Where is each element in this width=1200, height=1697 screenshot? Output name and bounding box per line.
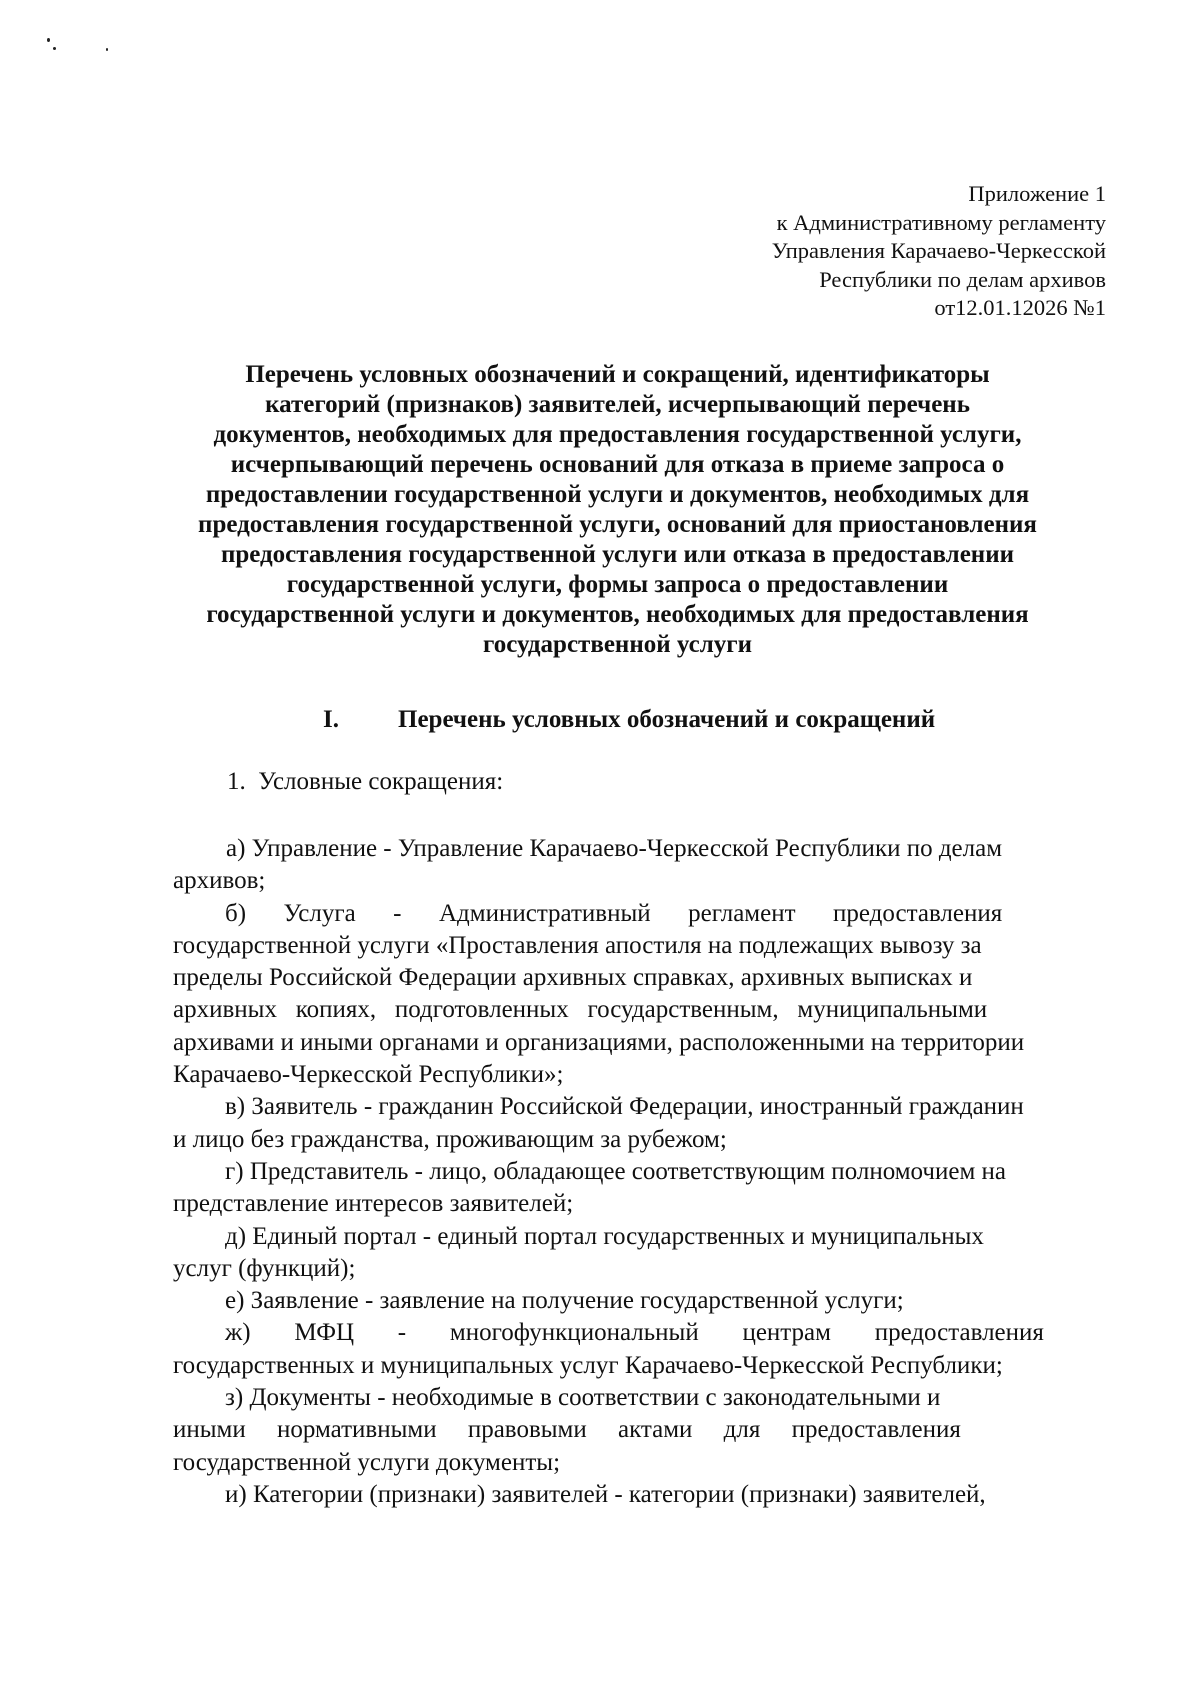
- body-line: государственной услуги документы;: [173, 1448, 561, 1476]
- title-line: исчерпывающий перечень оснований для отказа в приеме запроса о: [230, 451, 1005, 478]
- body-line: представление интересов заявителей;: [173, 1190, 574, 1218]
- body-line: иными нормативными правовыми актами для предоставления: [173, 1416, 961, 1444]
- title-line: государственной услуги и документов, необходимых для предоставления: [206, 601, 1029, 628]
- scan-speck: [47, 38, 50, 42]
- body-line: архивами и иными органами и организациями, расположенными на территории: [173, 1028, 1025, 1056]
- section-number: I.: [323, 706, 339, 733]
- body-line: и лицо без гражданства, проживающим за рубежом;: [173, 1125, 727, 1153]
- body-line: государственных и муниципальных услуг Карачаево-Черкесской Республики;: [173, 1351, 1003, 1379]
- appendix-line: Республики по делам архивов: [819, 266, 1106, 292]
- title-line: предоставлении государственной услуги и документов, необходимых для: [205, 481, 1030, 508]
- body-line: д) Единый портал - единый портал государственных и муниципальных: [225, 1222, 984, 1250]
- body-line: пределы Российской Федерации архивных справках, архивных выписках и: [173, 964, 973, 992]
- body-line: в) Заявитель - гражданин Российской Федерации, иностранный гражданин: [225, 1093, 1024, 1121]
- title-line: предоставления государственной услуги или отказа в предоставлении: [220, 541, 1015, 568]
- body-line: а) Управление - Управление Карачаево-Черкесской Республики по делам: [226, 835, 1003, 862]
- body-line: архивных копиях, подготовленных государственным, муниципальными: [173, 996, 988, 1024]
- scan-speck: [53, 47, 56, 50]
- body-line: г) Представитель - лицо, обладающее соответствующим полномочием на: [225, 1157, 1007, 1185]
- definitions-list: [173, 833, 1108, 1511]
- section-heading: [323, 705, 935, 735]
- document-title: [160, 360, 1075, 660]
- body-line: и) Категории (признаки) заявителей - категории (признаки) заявителей,: [225, 1480, 986, 1508]
- item-heading: [227, 767, 503, 797]
- body-line: государственной услуги «Проставления апостиля на подлежащих вывозу за: [173, 931, 982, 959]
- appendix-line: Управления Карачаево-Черкесской: [771, 238, 1106, 264]
- appendix-line: Приложение 1: [968, 181, 1106, 206]
- body-line: ж) МФЦ - многофункциональный центрам предоставления: [225, 1319, 1044, 1347]
- body-line: Карачаево-Черкесской Республики»;: [173, 1061, 564, 1089]
- body-line: е) Заявление - заявление на получение государственной услуги;: [225, 1287, 904, 1315]
- section-title: Перечень условных обозначений и сокращений: [398, 706, 936, 733]
- body-line: з) Документы - необходимые в соответствии с законодательными и: [225, 1384, 941, 1412]
- title-line: категорий (признаков) заявителей, исчерпывающий перечень: [265, 391, 970, 418]
- title-line: предоставления государственной услуги, оснований для приостановления: [198, 511, 1037, 538]
- title-line: государственной услуги: [482, 631, 753, 658]
- scan-speck: [106, 48, 108, 51]
- appendix-line: к Административному регламенту: [776, 209, 1106, 235]
- title-line: государственной услуги, формы запроса о предоставлении: [286, 571, 949, 598]
- appendix-block: [772, 180, 1106, 323]
- body-line: услуг (функций);: [173, 1254, 356, 1282]
- title-line: Перечень условных обозначений и сокращений, идентификаторы: [245, 361, 990, 388]
- body-line: б) Услуга - Административный регламент предоставления: [225, 899, 1003, 927]
- item-number: 1.: [227, 768, 246, 795]
- body-line: архивов;: [173, 867, 266, 895]
- item-title: Условные сокращения:: [258, 768, 504, 795]
- appendix-line: от12.01.12026 №1: [934, 295, 1106, 321]
- title-line: документов, необходимых для предоставления государственной услуги,: [213, 421, 1022, 448]
